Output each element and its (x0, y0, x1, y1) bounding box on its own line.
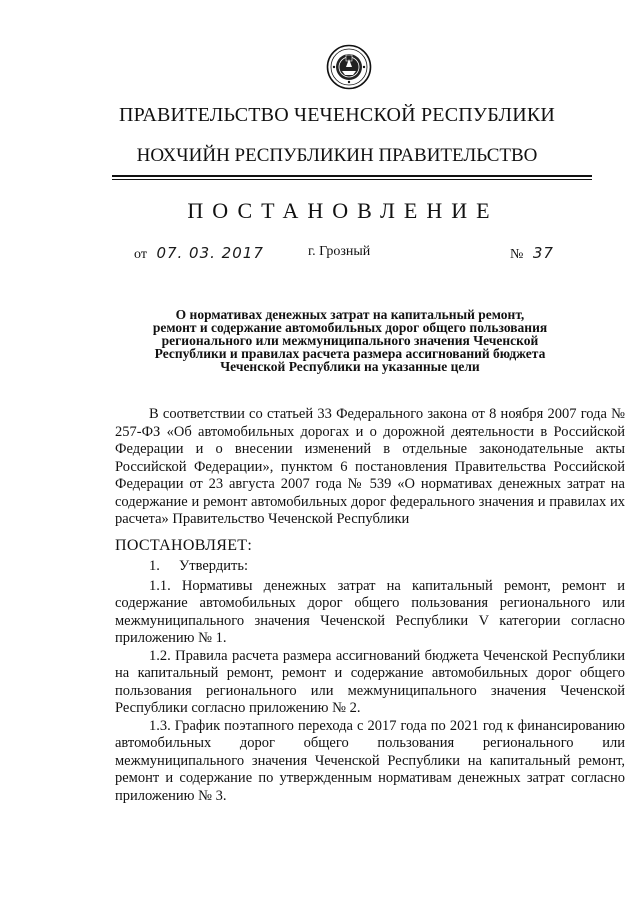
item-1-2: 1.2. Правила расчета размера ассигнований бюджета Чеченской Республики на капитальный ремонт, ремонт и содержание автомобильных дорог общего пользования регионального или межмуниципального значения Чеченской Республики согласно приложению № 2. (115, 647, 625, 716)
side-scan-mark (630, 110, 636, 350)
government-name-russian: ПРАВИТЕЛЬСТВО ЧЕЧЕНСКОЙ РЕСПУБЛИКИ (118, 104, 556, 126)
decides-heading: ПОСТАНОВЛЯЕТ: (115, 536, 253, 554)
decree-city: г. Грозный (308, 244, 371, 259)
subject-line: регионального или межмуниципального значения Чеченской (161, 333, 539, 348)
subject-line: ремонт и содержание автомобильных дорог общего пользования (152, 320, 548, 335)
decree-subject (120, 308, 580, 373)
subject-line: О нормативах денежных затрат на капитальный ремонт, (175, 307, 525, 322)
item-1 (115, 558, 625, 576)
item-1-number: 1. (149, 558, 160, 574)
header-divider-thick (112, 175, 592, 177)
subject-line: Республики и правилах расчета размера ассигнований бюджета (154, 346, 546, 361)
preamble-paragraph: В соответствии со статьей 33 Федерального закона от 8 ноября 2007 года № 257-ФЗ «Об автомобильных дорогах и о дорожной деятельности в Российской Федерации и о внесении изменений в отдельные законодательные акты Российской Федерации», пунктом 6 постановления Правительства Российской Федерации от 23 августа 2007 года № 539 «О нормативах денежных затрат на содержание и ремонт автомобильных дорог федерального значения и правилах их расчета» Правительство Чеченской Республики (115, 406, 625, 527)
header-divider-thin (112, 179, 592, 180)
decree-body (115, 406, 625, 805)
decree-title: ПОСТАНОВЛЕНИЕ (187, 198, 499, 223)
number-prefix: № (510, 247, 524, 262)
subject-line: Чеченской Республики на указанные цели (220, 359, 480, 374)
footer-filepath-mark (116, 857, 316, 861)
government-name-chechen: НОХЧИЙН РЕСПУБЛИКИН ПРАВИТЕЛЬСТВО (136, 145, 538, 166)
date-handwritten: 07. 03. 2017 (156, 244, 264, 262)
date-prefix: от (134, 247, 147, 262)
item-1-label: Утвердить: (179, 558, 248, 574)
decree-date (134, 244, 264, 263)
decree-number (510, 244, 554, 263)
coat-of-arms-icon (326, 44, 372, 90)
item-1-1: 1.1. Нормативы денежных затрат на капитальный ремонт, ремонт и содержание автомобильных дорог общего пользования регионального или межмуниципального значения Чеченской Республики V категории согласно приложению № 1. (115, 577, 625, 646)
number-handwritten: 37 (532, 244, 554, 262)
item-1-3: 1.3. График поэтапного перехода с 2017 года по 2021 год к финансированию автомобильных дорог общего пользования регионального или межмуниципального значения Чеченской Республики на капитальный ремонт, ремонт и содержание по утвержденным нормативам денежных затрат согласно приложению № 3. (115, 717, 625, 804)
